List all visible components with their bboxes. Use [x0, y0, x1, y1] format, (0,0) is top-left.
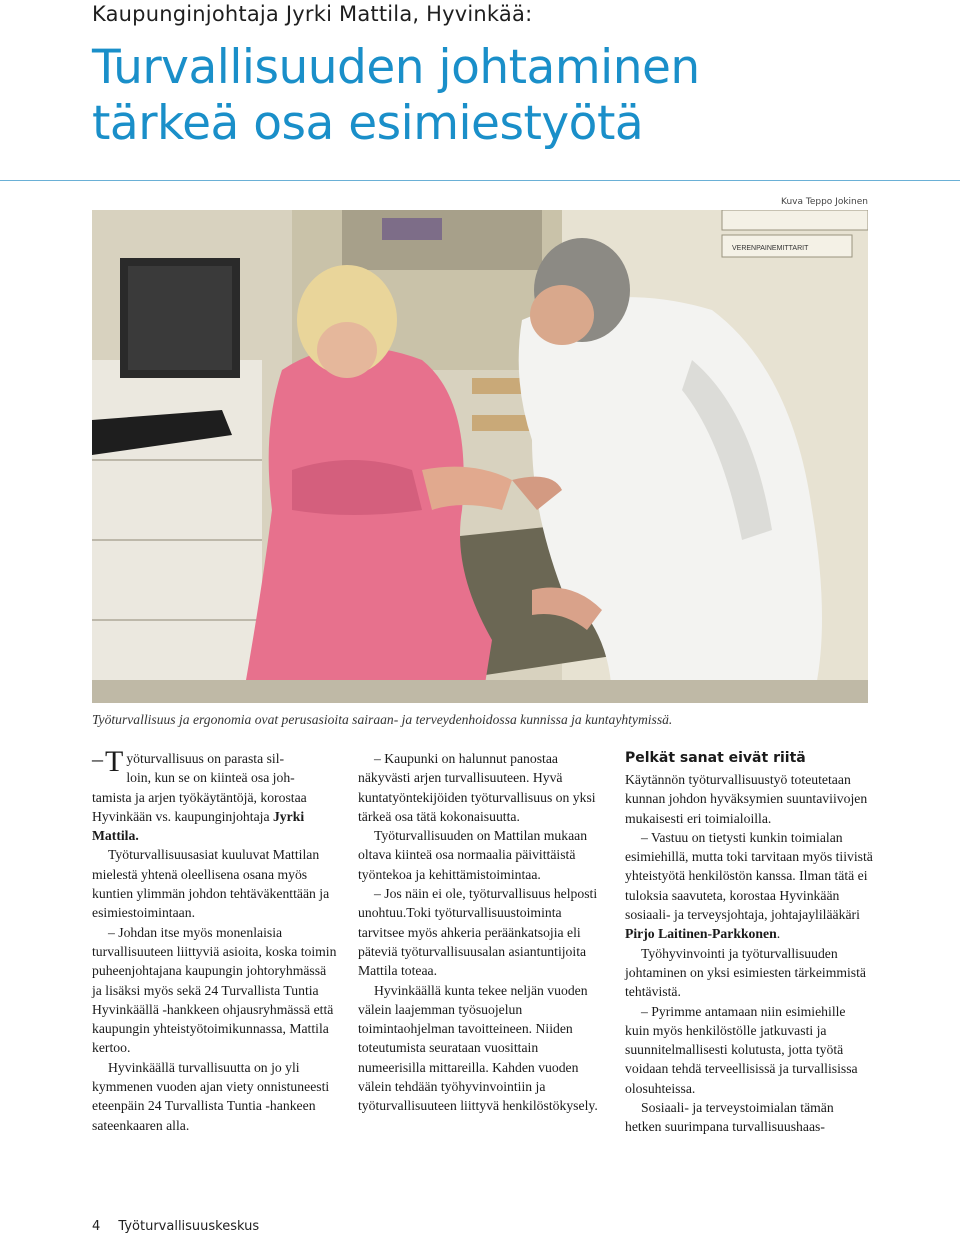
col2-paragraph-3: – Jos näin ei ole, työturvallisuus helposti unohtuu.Toki työturvallisuustoiminta tarvitsee myös ahkeria peräänkatsojia eli päteviä työturvallisuusalan asiantuntijoita Mattila toteaa. [358, 886, 598, 979]
col1-paragraph-4: Hyvinkäällä turvallisuutta on jo yli kymmenen vuoden ajan viety onnistuneesti eteenpäin 24 Turvallista Tuntia -hankeen sateenkaaren alla. [92, 1059, 330, 1133]
col2-paragraph-2: Työturvallisuuden on Mattilan mukaan oltava kiinteä osa normaalia päivittäistä työntekoa ja kehittämistoimintaa. [358, 828, 588, 882]
col3-paragraph-3: Työhyvinvointi ja työturvallisuuden johtaminen on yksi esimiesten tärkeimmistä tehtävistä. [625, 945, 867, 1000]
photo-caption: Työturvallisuus ja ergonomia ovat perusasioita sairaan- ja terveydenhoidossa kunnissa ja kuntayhtymissä. [92, 712, 673, 727]
header-divider [0, 180, 960, 181]
lead-name: Jyrki Mattila. [92, 808, 305, 844]
col2-paragraph-4: Hyvinkäällä kunta tekee neljän vuoden välein laajemman työsuojelun toimintaohjelman tavoitteineen. Niiden toteutumista seurataan vuosittain numeerisilla mittareilla. Kahden vuoden välein tehdään työhyvinvointiin ja työturvallisuuteen liittyvä henkilöstökysely. [358, 982, 598, 1114]
lead-first-lines [126, 749, 294, 788]
column-3 [625, 749, 873, 1137]
article-photo [92, 210, 868, 703]
column-2 [358, 749, 603, 1116]
page-footer [92, 1219, 259, 1234]
lead-line-b: loin, kun se on kiinteä osa joh- [126, 770, 295, 786]
col1-paragraph-3: – Johdan itse myös monenlaisia turvallisuuteen liittyviä asioita, koska toimin puheenjohtajana kaupungin johtoryhmässä ja lisäksi myös sekä 24 Turvallista Tuntia Hyvinkäällä -hankkeen ohjausryhmässä että kaupungin yhteistyötoimikunnassa, Mattila kertoo. [92, 924, 337, 1056]
clinic-scene-illustration [92, 210, 868, 703]
col3-paragraph-1: Käytännön työturvallisuustyö toteutetaan kunnan johdon hyväksymien suuntaviivojen mukaisesti eri toimialoilla. [625, 772, 868, 826]
headline-line-1: Turvallisuuden johtaminen [92, 40, 700, 95]
wall-sign-text: VERENPAINEMITTARIT [732, 245, 809, 252]
lead-line-a: yöturvallisuus on parasta sil- [126, 751, 285, 766]
col3-paragraph-5: Sosiaali- ja terveystoimialan tämän hetken suurimpana turvallisuushaas- [625, 1100, 834, 1135]
col3-p2-end: . [776, 926, 781, 942]
lead-dash: – [92, 746, 103, 771]
article-kicker: Kaupunginjohtaja Jyrki Mattila, Hyvinkää: [92, 2, 533, 26]
publication-name: Työturvallisuuskeskus [118, 1219, 260, 1234]
page-number: 4 [92, 1219, 101, 1234]
col3-paragraph-4: – Pyrimme antamaan niin esimiehille kuin myös henkilöstölle jatkuvasti ja suunnitelmallisesti kolutusta, jotta työtä voidaan tehdä terveellisissä ja turvallisissa olosuhteissa. [625, 1003, 858, 1096]
section-heading: Pelkät sanat eivät riitä [625, 750, 806, 766]
lead-paragraph [92, 788, 337, 846]
col2-paragraph-1: – Kaupunki on halunnut panostaa näkyvästi arjen turvallisuuteen. Hyvä kuntatyöntekijöiden työturvallisuus on yksi tärkeä osa tätä kokonaisuutta. [358, 751, 596, 824]
headline-line-2: tärkeä osa esimiestyötä [92, 96, 644, 151]
col3-p2-name: Pirjo Laitinen-Parkkonen [625, 926, 777, 942]
lead-paragraph-top [92, 745, 337, 788]
article-headline [92, 40, 700, 152]
col3-p2-text: – Vastuu on tietysti kunkin toimialan esimiehillä, mutta toki tarvitaan myös tiivistä yhteistyötä henkilöstön kanssa. Ilman tätä ei tuloksia saavuteta, korostaa Hyvinkään sosiaali- ja terveysjohtaja, johtajaylilääkäri [625, 829, 873, 923]
drop-cap: T [105, 745, 124, 778]
col3-paragraph-2 [625, 828, 873, 944]
photo-credit: Kuva Teppo Jokinen [781, 197, 868, 207]
column-1 [92, 745, 337, 1135]
col1-paragraph-2: Työturvallisuusasiat kuuluvat Mattilan mielestä yhtenä oleellisena osana myös kuntien ylimmän johdon tehtäväkenttään ja esimiestoimintaan. [92, 847, 330, 921]
lead-text: tamista ja arjen työkäytäntöjä, korostaa Hyvinkään vs. kaupunginjohtaja [92, 789, 307, 824]
